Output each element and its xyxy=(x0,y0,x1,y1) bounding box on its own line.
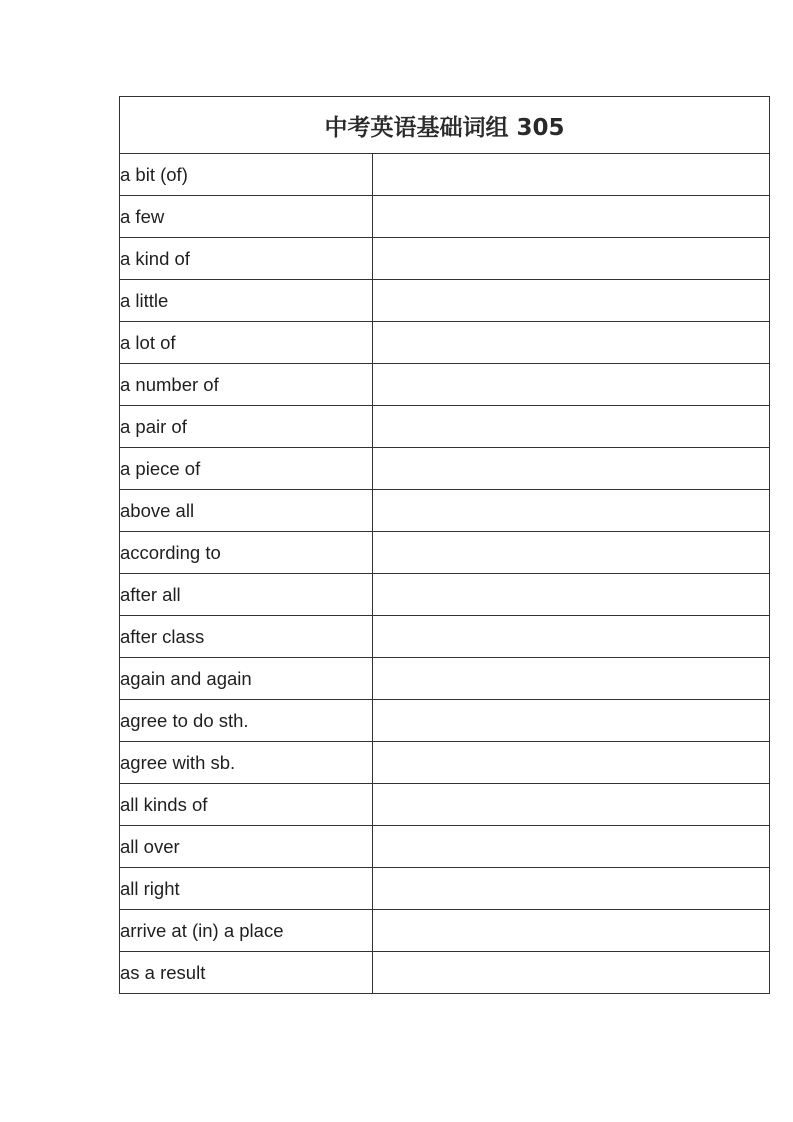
phrase-cell: after class xyxy=(120,616,373,658)
phrase-cell: after all xyxy=(120,574,373,616)
table-row xyxy=(120,742,770,784)
phrase-cell: all over xyxy=(120,826,373,868)
table-row xyxy=(120,196,770,238)
answer-cell[interactable] xyxy=(373,658,770,700)
worksheet xyxy=(119,96,769,994)
phrase-cell: agree with sb. xyxy=(120,742,373,784)
table-row xyxy=(120,238,770,280)
answer-cell[interactable] xyxy=(373,196,770,238)
answer-cell[interactable] xyxy=(373,280,770,322)
phrase-list xyxy=(120,154,770,994)
answer-cell[interactable] xyxy=(373,154,770,196)
table-row xyxy=(120,532,770,574)
phrase-cell: a kind of xyxy=(120,238,373,280)
vocabulary-table xyxy=(119,96,770,994)
phrase-cell: arrive at (in) a place xyxy=(120,910,373,952)
phrase-cell: a piece of xyxy=(120,448,373,490)
answer-cell[interactable] xyxy=(373,910,770,952)
answer-cell[interactable] xyxy=(373,448,770,490)
answer-cell[interactable] xyxy=(373,322,770,364)
table-row xyxy=(120,952,770,994)
table-row xyxy=(120,490,770,532)
table-row xyxy=(120,154,770,196)
table-row xyxy=(120,868,770,910)
table-row xyxy=(120,616,770,658)
table-row xyxy=(120,658,770,700)
phrase-cell: according to xyxy=(120,532,373,574)
answer-cell[interactable] xyxy=(373,784,770,826)
table-row xyxy=(120,280,770,322)
answer-cell[interactable] xyxy=(373,952,770,994)
table-row xyxy=(120,364,770,406)
answer-cell[interactable] xyxy=(373,406,770,448)
answer-cell[interactable] xyxy=(373,742,770,784)
answer-cell[interactable] xyxy=(373,238,770,280)
table-row xyxy=(120,574,770,616)
table-row xyxy=(120,910,770,952)
answer-cell[interactable] xyxy=(373,364,770,406)
phrase-cell: again and again xyxy=(120,658,373,700)
phrase-cell: all kinds of xyxy=(120,784,373,826)
answer-cell[interactable] xyxy=(373,616,770,658)
phrase-cell: a pair of xyxy=(120,406,373,448)
phrase-cell: a lot of xyxy=(120,322,373,364)
phrase-cell: as a result xyxy=(120,952,373,994)
table-row xyxy=(120,406,770,448)
answer-cell[interactable] xyxy=(373,574,770,616)
answer-cell[interactable] xyxy=(373,490,770,532)
phrase-cell: agree to do sth. xyxy=(120,700,373,742)
answer-cell[interactable] xyxy=(373,826,770,868)
page-title: 中考英语基础词组 305 xyxy=(120,97,770,154)
answer-cell[interactable] xyxy=(373,532,770,574)
phrase-cell: above all xyxy=(120,490,373,532)
table-row xyxy=(120,826,770,868)
answer-cell[interactable] xyxy=(373,700,770,742)
table-row xyxy=(120,322,770,364)
table-row xyxy=(120,784,770,826)
title-row xyxy=(120,97,770,154)
answer-cell[interactable] xyxy=(373,868,770,910)
table-row xyxy=(120,448,770,490)
table-row xyxy=(120,700,770,742)
phrase-cell: a number of xyxy=(120,364,373,406)
phrase-cell: a bit (of) xyxy=(120,154,373,196)
phrase-cell: all right xyxy=(120,868,373,910)
phrase-cell: a few xyxy=(120,196,373,238)
phrase-cell: a little xyxy=(120,280,373,322)
